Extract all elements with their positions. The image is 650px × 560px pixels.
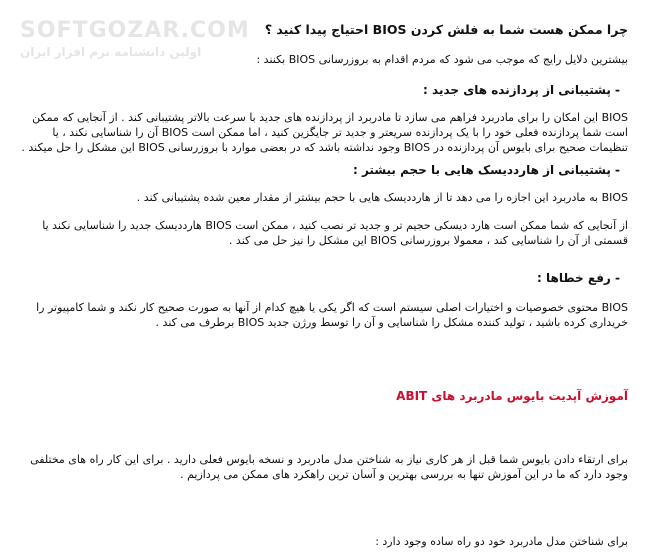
tutorial-paragraph: برای ارتقاء دادن بایوس شما قبل از هر کاری نیاز به شناختن مدل مادربرد و نسخه بایوس فعلی دارید . برای این کار راه های مختلفی وجود دارد که ما در این آموزش تنها به بررسی بهترین و آسان ترین راهکرد های ممکن می پردازیم . bbox=[30, 453, 628, 481]
watermark-subtitle: اولین دانشنامه نرم افزار ایران bbox=[20, 45, 202, 59]
section-heading-harddisk: - پشتیبانی از هارددیسک هایی با حجم بیشتر : bbox=[352, 163, 620, 177]
section-heading-bugfix: - رفع خطاها : bbox=[537, 271, 620, 285]
article-title: چرا ممکن هست شما به فلش کردن BIOS احتیاج پیدا کنید ؟ bbox=[264, 22, 628, 37]
tutorial-paragraph-2: برای شناختن مدل مادربرد خود دو راه ساده وجود دارد : bbox=[375, 535, 628, 548]
intro-paragraph: بیشترین دلایل رایج که موجب می شود که مردم اقدام به بروزرسانی BIOS بکنند : bbox=[256, 53, 628, 66]
section-heading-processors: - پشتیبانی از پردازنده های جدید : bbox=[423, 83, 620, 97]
section-body-harddisk-2: از آنجایی که شما ممکن است هارد دیسکی حجیم تر و جدید تر نصب کنید ، ممکن است BIOS هارددیسک جدید را شناسایی نکند یا قسمتی از آن را شناسایی کند ، معمولا بروزرسانی BIOS این مشکل را نیز حل می کند . bbox=[42, 219, 628, 247]
tutorial-heading: آموزش آپدیت بایوس مادربرد های ABIT bbox=[396, 389, 628, 403]
watermark-brand: SOFTGOZAR.COM bbox=[20, 18, 250, 43]
section-body-harddisk: BIOS به مادربرد این اجازه را می دهد تا از هارددیسک هایی با حجم بیشتر از مقدار معین شده پشتیبانی کند . bbox=[136, 191, 628, 204]
section-body-bugfix: BIOS محتوی خصوصیات و اختیارات اصلی سیستم است که اگر یکی یا هیچ کدام از آنها به صورت صحیح کار نکند و شما کامپیوتر را خریداری کرده باشید ، تولید کننده مشکل را شناسایی و آن را توسط ورژن جدید BIOS برطرف می کند . bbox=[36, 301, 628, 329]
section-body-processors: BIOS این امکان را برای مادربرد فراهم می سازد تا مادربرد از پردازنده های جدید با سرعت بالاتر پشتیبانی کند . از آنجایی که ممکن است شما پردازنده فعلی خود را با یک پردازنده سریعتر و جدید تر جایگزین کنید ، اما ممکن است BIOS آن را شناسایی نکند ، یا تنظیمات صحیح برای بایوس آن پردازنده در BIOS وجود نداشته باشد که در بعضی موارد با بروزرسانی BIOS این مشکل را حل میکند . bbox=[21, 111, 628, 154]
